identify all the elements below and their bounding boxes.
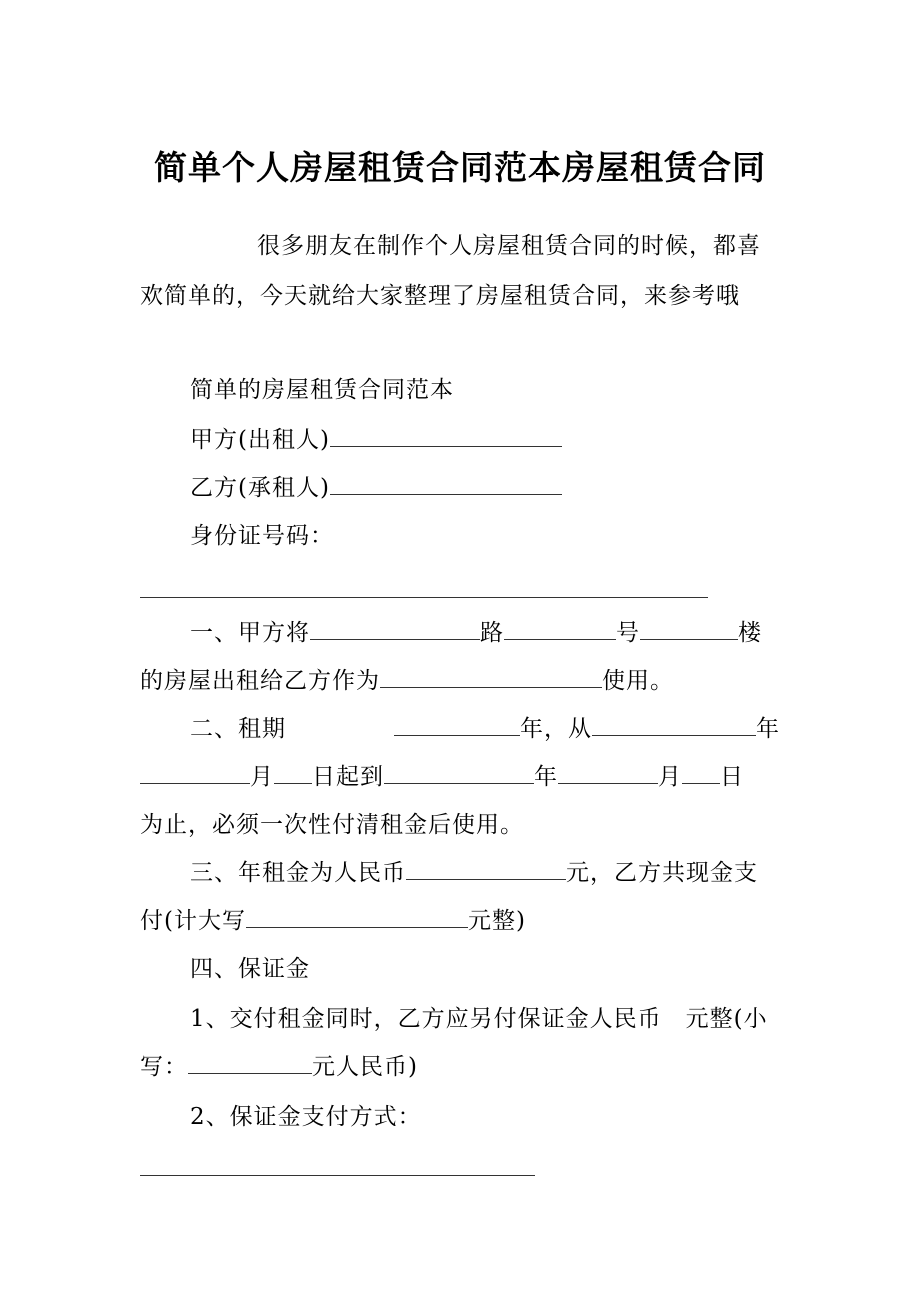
- clause3-prefix: 三、年租金为人民币: [190, 860, 406, 886]
- clause1-line2-prefix: 的房屋出租给乙方作为: [140, 668, 380, 694]
- clause3-rent-blank[interactable]: [406, 857, 566, 880]
- clause1-building: 楼: [738, 620, 762, 646]
- clause4-payment-method-blank[interactable]: [140, 1175, 535, 1176]
- clause4-item1-line1: 1、交付租金同时，乙方应另付保证金人民币 元整(小: [190, 1006, 768, 1032]
- contract-heading: 简单的房屋租赁合同范本: [190, 377, 454, 403]
- clause2-month1: 月: [250, 764, 274, 790]
- clause1-number-blank[interactable]: [504, 617, 616, 640]
- id-number-blank[interactable]: [140, 597, 708, 598]
- clause2-line2: [140, 761, 744, 793]
- clause2-day2: 日: [720, 764, 744, 790]
- clause2-years-blank[interactable]: [394, 713, 520, 736]
- clause2-start-month-blank[interactable]: [140, 761, 250, 784]
- clause1-use-blank[interactable]: [380, 665, 602, 688]
- document-title: 简单个人房屋租赁合同范本房屋租赁合同: [154, 148, 766, 187]
- clause2-start-year-blank[interactable]: [592, 713, 756, 736]
- clause1-number: 号: [616, 620, 640, 646]
- clause2-year3: 年: [534, 764, 558, 790]
- clause4-item1-line2: [140, 1051, 418, 1083]
- clause4-item2: 2、保证金支付方式：: [190, 1104, 422, 1130]
- clause4-deposit-blank[interactable]: [188, 1051, 312, 1074]
- party-a-row: [190, 424, 562, 456]
- clause2-line3: 为止，必须一次性付清租金后使用。: [140, 812, 524, 838]
- clause2-end-day-blank[interactable]: [682, 761, 720, 784]
- clause4-item1-line2-suffix: 元人民币): [312, 1054, 418, 1080]
- clause2-start-day-blank[interactable]: [274, 761, 312, 784]
- clause2-end-month-blank[interactable]: [558, 761, 658, 784]
- clause1-road: 路: [480, 620, 504, 646]
- clause3-uppercase-blank[interactable]: [246, 905, 468, 928]
- intro-line-1: 很多朋友在制作个人房屋租赁合同的时候，都喜: [257, 233, 761, 259]
- clause1-road-blank[interactable]: [310, 617, 480, 640]
- clause3-line2: [140, 905, 526, 937]
- clause2-day1: 日起到: [312, 764, 384, 790]
- id-number-label: 身份证号码：: [190, 523, 334, 549]
- clause1-line2: [140, 665, 674, 697]
- party-b-blank[interactable]: [330, 472, 562, 495]
- clause2-year2: 年: [756, 716, 780, 742]
- intro-line-2: 欢简单的，今天就给大家整理了房屋租赁合同，来参考哦: [140, 283, 740, 309]
- party-b-label: 乙方(承租人): [190, 475, 330, 501]
- clause1-line2-suffix: 使用。: [602, 668, 674, 694]
- clause2-month2: 月: [658, 764, 682, 790]
- clause4-item1-line2-prefix: 写：: [140, 1054, 188, 1080]
- clause3-line1: [190, 857, 758, 889]
- clause3-middle: 元，乙方共现金支: [566, 860, 758, 886]
- clause1-building-blank[interactable]: [640, 617, 738, 640]
- clause3-line2-prefix: 付(计大写: [140, 908, 246, 934]
- party-a-blank[interactable]: [330, 424, 562, 447]
- clause2-end-year-blank[interactable]: [384, 761, 534, 784]
- clause2-line1: [190, 713, 780, 745]
- clause4-heading: 四、保证金: [190, 956, 310, 982]
- party-a-label: 甲方(出租人): [190, 427, 330, 453]
- clause2-year1: 年，从: [520, 716, 592, 742]
- clause2-prefix: 二、租期: [190, 716, 286, 742]
- clause1-line1: [190, 617, 762, 649]
- party-b-row: [190, 472, 562, 504]
- clause1-prefix: 一、甲方将: [190, 620, 310, 646]
- clause3-line2-suffix: 元整): [467, 908, 526, 934]
